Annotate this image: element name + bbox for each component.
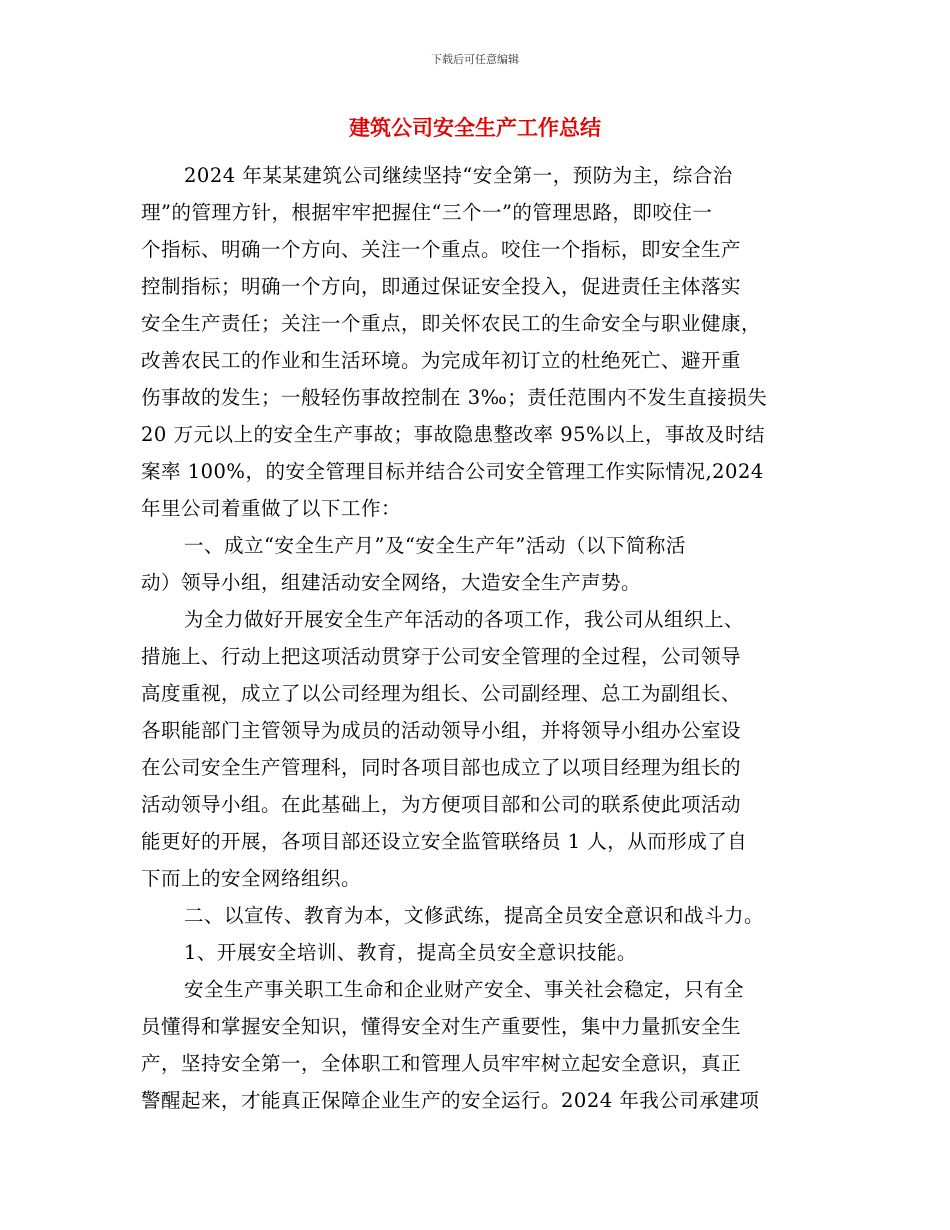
body-text-line: 伤事故的发生；一般轻伤事故控制在 3‰；责任范围内不发生直接损失 xyxy=(141,386,768,409)
body-text-line: 措施上、行动上把这项活动贯穿于公司安全管理的全过程，公司领导 xyxy=(141,645,742,668)
body-text-line: 改善农民工的作业和生活环境。为完成年初订立的杜绝死亡、避开重 xyxy=(141,349,742,372)
body-text-line: 理”的管理方针，根据牢牢把握住“三个一”的管理思路，即咬住一 xyxy=(141,201,713,224)
document-title: 建筑公司安全生产工作总结 xyxy=(349,115,601,140)
body-text-line: 2024 年某某建筑公司继续坚持“安全第一，预防为主，综合治 xyxy=(184,164,733,187)
body-text-line: 一、成立“安全生产月”及“安全生产年”活动（以下简称活 xyxy=(184,534,686,557)
body-text-line: 高度重视，成立了以公司经理为组长、公司副经理、总工为副组长、 xyxy=(141,682,742,705)
body-text-line: 案率 100%，的安全管理目标并结合公司安全管理工作实际情况,2024 xyxy=(141,460,764,483)
header-note: 下载后可任意编辑 xyxy=(431,53,519,66)
body-text-line: 二、以宣传、教育为本，文修武练，提高全员安全意识和战斗力。 xyxy=(184,904,765,927)
body-text-line: 1、开展安全培训、教育，提高全员安全意识技能。 xyxy=(184,941,637,964)
body-text-line: 员懂得和掌握安全知识，懂得安全对生产重要性，集中力量抓安全生 xyxy=(141,1015,742,1038)
body-text-line: 安全生产事关职工生命和企业财产安全、事关社会稳定，只有全 xyxy=(184,978,745,1001)
body-text-line: 个指标、明确一个方向、关注一个重点。咬住一个指标，即安全生产 xyxy=(141,238,742,261)
body-text-line: 为全力做好开展安全生产年活动的各项工作，我公司从组织上、 xyxy=(184,608,745,631)
body-text-line: 活动领导小组。在此基础上，为方便项目部和公司的联系使此项活动 xyxy=(141,793,742,816)
body-text-line: 在公司安全生产管理科，同时各项目部也成立了以项目经理为组长的 xyxy=(141,756,742,779)
body-text-line: 各职能部门主管领导为成员的活动领导小组，并将领导小组办公室设 xyxy=(141,719,742,742)
body-text-line: 下而上的安全网络组织。 xyxy=(141,867,362,890)
body-text-line: 能更好的开展，各项目部还设立安全监管联络员 1 人，从而形成了自 xyxy=(141,830,748,853)
body-text-line: 警醒起来，才能真正保障企业生产的安全运行。2024 年我公司承建项 xyxy=(141,1089,760,1112)
body-text-line: 安全生产责任；关注一个重点，即关怀农民工的生命安全与职业健康， xyxy=(141,312,762,335)
body-text-line: 20 万元以上的安全生产事故；事故隐患整改率 95%以上，事故及时结 xyxy=(141,423,766,446)
body-text-line: 产，坚持安全第一，全体职工和管理人员牢牢树立起安全意识，真正 xyxy=(141,1052,742,1075)
body-text-line: 动）领导小组，组建活动安全网络，大造安全生产声势。 xyxy=(141,571,642,594)
body-text-line: 控制指标；明确一个方向，即通过保证安全投入，促进责任主体落实 xyxy=(141,275,742,298)
body-text-line: 年里公司着重做了以下工作： xyxy=(141,497,402,520)
document-body xyxy=(141,157,811,1119)
